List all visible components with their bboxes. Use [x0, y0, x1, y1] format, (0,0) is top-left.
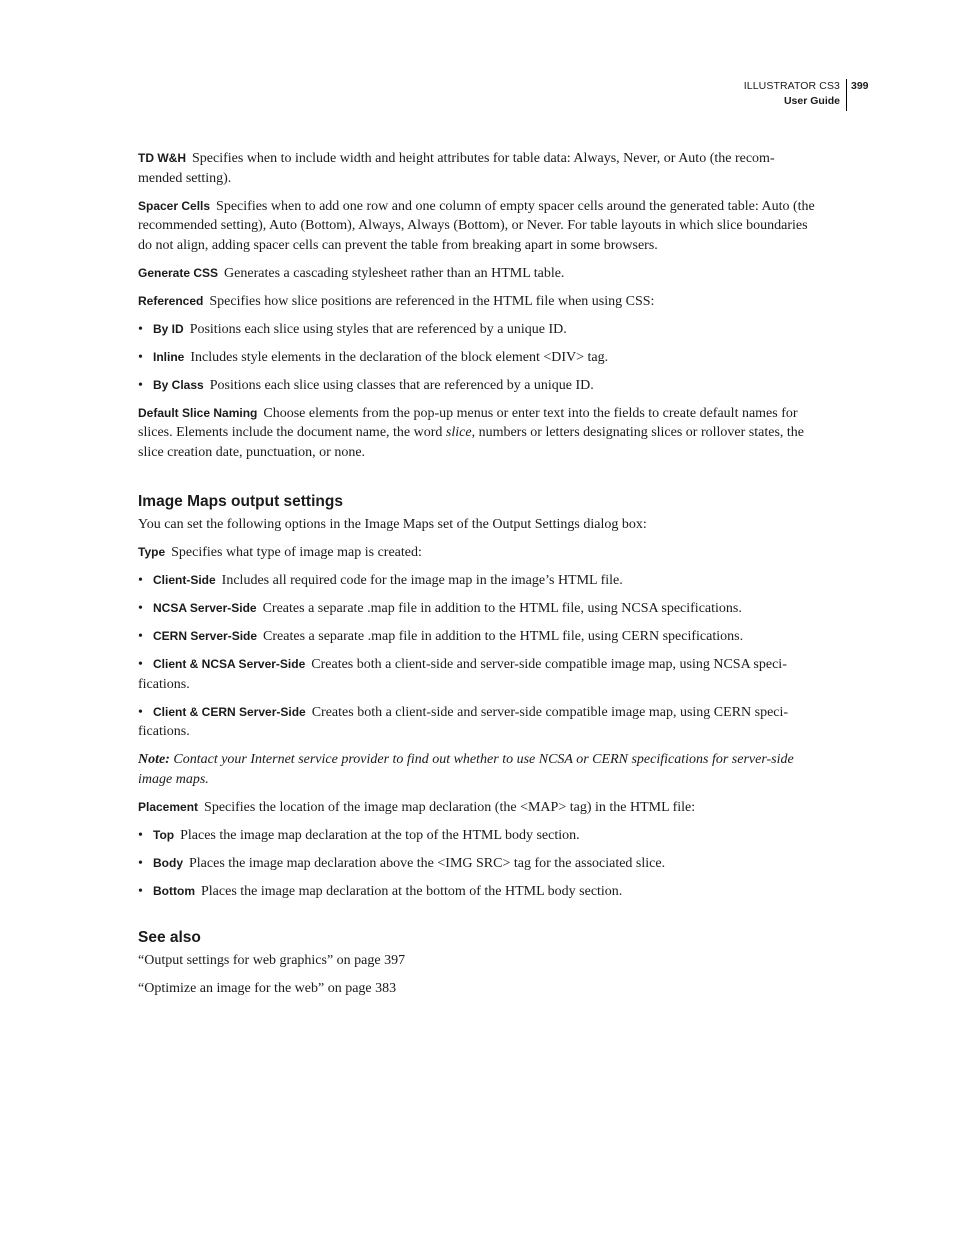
option-type [138, 543, 818, 563]
section-heading-image-maps: Image Maps output settings [138, 493, 343, 510]
running-header [744, 79, 847, 111]
option-description: Creates a separate .map file in addition to the HTML file, using NCSA specifications. [262, 601, 742, 616]
option-term: Client-Side [153, 573, 216, 587]
option-term: TD W&H [138, 151, 186, 165]
bullet-icon: • [138, 704, 143, 720]
note [138, 750, 818, 789]
option-term: NCSA Server-Side [153, 601, 257, 615]
option-term: CERN Server-Side [153, 629, 258, 643]
option-default-slice-naming [138, 404, 818, 463]
option-term: Bottom [153, 883, 195, 898]
option-description: Generates a cascading stylesheet rather than an HTML table. [224, 265, 565, 281]
list-item [138, 320, 818, 340]
option-term: Referenced [138, 293, 204, 308]
option-term: Body [153, 855, 183, 870]
option-placement [138, 798, 818, 818]
option-description: Specifies when to include width and height attributes for table data: Always, Never, or Auto (the recom-mended setting). [138, 151, 775, 186]
list-item [138, 571, 818, 591]
section-heading-see-also: See also [138, 929, 201, 946]
option-td-wh [138, 149, 818, 188]
list-item [138, 376, 818, 396]
list-item [138, 655, 818, 694]
option-description: Specifies when to add one row and one column of empty spacer cells around the generated table: Auto (the recommended setting), Auto (Bottom), Always, Always (Bottom), or Never. For table layouts in which slice boundaries do not align, adding spacer cells can prevent the table from breaking apart in some browsers. [138, 198, 815, 253]
header-title: ILLUSTRATOR CS3 [743, 80, 840, 92]
option-description: Places the image map declaration above the <IMG SRC> tag for the associated slice. [189, 855, 666, 871]
bullet-icon: • [138, 573, 143, 588]
option-term: Inline [153, 349, 185, 364]
see-also-link[interactable]: “Output settings for web graphics” on page 397 [138, 953, 406, 968]
option-description: Positions each slice using styles that are referenced by a unique ID. [189, 321, 567, 337]
see-also-link[interactable]: “Optimize an image for the web” on page 383 [138, 981, 397, 996]
option-description-continued: , numbers or letters designating slices or rollover states, the slice creation date, punctuation, or none. [138, 425, 804, 460]
option-description: Choose elements from the pop-up menus or enter text into the fields to create default names for slices. Elements include the document name, the word [138, 405, 798, 440]
page-body [138, 149, 818, 1007]
option-term: Spacer Cells [138, 198, 211, 213]
option-description: Positions each slice using classes that are referenced by a unique ID. [209, 377, 594, 393]
option-description: Specifies what type of image map is created: [171, 545, 422, 560]
option-term: Top [153, 827, 175, 842]
option-description: Includes style elements in the declaration of the block element <DIV> tag. [190, 349, 609, 365]
option-description: Specifies how slice positions are referenced in the HTML file when using CSS: [209, 293, 655, 309]
note-lead: Note: [138, 752, 170, 767]
option-term: Placement [138, 799, 199, 814]
option-term: Client & NCSA Server-Side [153, 657, 306, 671]
option-spacer-cells [138, 197, 818, 256]
option-description: Creates a separate .map file in addition to the HTML file, using CERN specifications. [263, 629, 744, 644]
bullet-icon: • [138, 657, 143, 672]
option-description: Places the image map declaration at the top of the HTML body section. [180, 827, 580, 843]
list-item [138, 882, 818, 902]
header-subtitle: User Guide [783, 95, 840, 107]
page-number: 399 [851, 80, 869, 92]
bullet-icon: • [138, 321, 143, 337]
bullet-icon: • [138, 377, 143, 393]
list-item [138, 826, 818, 846]
option-description: Places the image map declaration at the bottom of the HTML body section. [201, 883, 623, 899]
option-term: By Class [153, 377, 204, 392]
option-description: Creates both a client-side and server-side compatible image map, using NCSA speci-fications. [138, 657, 787, 692]
option-description: Includes all required code for the image map in the image’s HTML file. [221, 573, 623, 588]
bullet-icon: • [138, 349, 143, 365]
bullet-icon: • [138, 827, 143, 843]
italic-word: slice [445, 425, 472, 440]
option-term: By ID [153, 321, 184, 336]
list-item [138, 627, 818, 647]
option-term: Type [138, 545, 166, 559]
bullet-icon: • [138, 601, 143, 616]
option-referenced [138, 292, 818, 312]
list-item [138, 703, 818, 742]
option-description: Specifies the location of the image map declaration (the <MAP> tag) in the HTML file: [204, 799, 696, 815]
section-intro: You can set the following options in the Image Maps set of the Output Settings dialog box: [138, 517, 647, 532]
bullet-icon: • [138, 629, 143, 644]
bullet-icon: • [138, 883, 143, 899]
note-text: Contact your Internet service provider to find out whether to use NCSA or CERN specifications for server-side image maps. [138, 752, 794, 787]
option-term: Generate CSS [138, 265, 219, 280]
option-generate-css [138, 264, 818, 284]
option-term: Client & CERN Server-Side [153, 704, 306, 719]
option-term: Default Slice Naming [138, 405, 258, 420]
list-item [138, 599, 818, 619]
bullet-icon: • [138, 855, 143, 871]
option-description: Creates both a client-side and server-side compatible image map, using CERN speci-fications. [138, 704, 789, 739]
list-item [138, 348, 818, 368]
list-item [138, 854, 818, 874]
